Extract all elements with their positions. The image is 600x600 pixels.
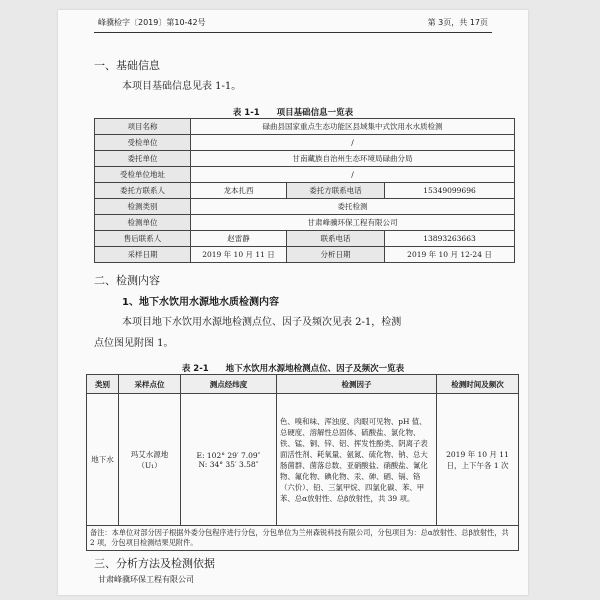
- row-label: 检测单位: [95, 215, 191, 231]
- row-value-secondary: 15349099696: [385, 183, 515, 199]
- row-label-secondary: 委托方联系电话: [287, 183, 385, 199]
- cell-coords: [181, 394, 277, 526]
- th-factors: 检测因子: [277, 375, 437, 394]
- row-value-secondary: 2019 年 10 月 12-24 日: [385, 247, 515, 263]
- row-value: 委托检测: [191, 199, 515, 215]
- page-number: 第 3页，共 17页: [427, 18, 488, 27]
- footer-company: 甘肃峰骥环保工程有限公司: [98, 575, 194, 584]
- table1-row: [95, 215, 515, 231]
- row-label: 委托单位: [95, 151, 191, 167]
- header-divider: [94, 32, 492, 33]
- row-value: 碌曲县国家重点生态功能区县域集中式饮用水水质检测: [191, 119, 515, 135]
- row-value: 甘南藏族自治州生态环境局碌曲分局: [191, 151, 515, 167]
- row-value: 赵雷静: [191, 231, 287, 247]
- document-page: [58, 10, 528, 595]
- row-value: /: [191, 167, 515, 183]
- monitoring-table: [86, 374, 519, 551]
- cell-site: 玛艾水源地（U₁）: [119, 394, 181, 526]
- table1-row: [95, 183, 515, 199]
- cell-category: 地下水: [87, 394, 119, 526]
- th-coords: 测点经纬度: [181, 375, 277, 394]
- cell-factors: 色、嗅和味、浑浊度、肉眼可见物、pH 值、总硬度、溶解性总固体、硫酸盐、氯化物、铁、锰、铜、锌、铝、挥发性酚类、阴离子表面活性剂、耗氧量、氨氮、硫化物、钠、总大肠菌群、菌落总数、亚硝酸盐、硝酸盐、氰化物、氟化物、碘化物、汞、砷、硒、镉、铬（六价）、铅、三氯甲烷、四氯化碳、苯、甲苯、总α放射性、总β放射性，共 39 项。: [277, 394, 437, 526]
- th-time: 检测时间及频次: [437, 375, 519, 394]
- coords-east: E: 102° 29′ 7.09″: [196, 450, 261, 460]
- row-label: 采样日期: [95, 247, 191, 263]
- row-label: 受检单位: [95, 135, 191, 151]
- report-number: 峰骥检字〔2019〕第10-42号: [98, 18, 206, 27]
- section1-heading: 一、基础信息: [94, 59, 160, 72]
- basic-info-table: [94, 118, 515, 263]
- row-label: 受检单位地址: [95, 167, 191, 183]
- row-label: 检测类别: [95, 199, 191, 215]
- row-label: 项目名称: [95, 119, 191, 135]
- row-value: 龙本扎西: [191, 183, 287, 199]
- coords-north: N: 34° 35′ 3.58″: [198, 459, 259, 469]
- table1-row: [95, 151, 515, 167]
- row-label-secondary: 分析日期: [287, 247, 385, 263]
- table1-row: [95, 167, 515, 183]
- table1-row: [95, 119, 515, 135]
- table1-row: [95, 247, 515, 263]
- table1-row: [95, 135, 515, 151]
- section2-intro-line2: 点位图见附图 1。: [94, 338, 174, 349]
- cell-time: 2019 年 10 月 11 日，上下午各 1 次: [437, 394, 519, 526]
- th-site: 采样点位: [119, 375, 181, 394]
- table2-note: 备注：本单位对部分因子根据外委分包程序进行分包，分包单位为兰州森锐科技有限公司，分包项目为：总α放射性、总β放射性，共 2 项，分包项目检测结果见附件。: [87, 526, 519, 551]
- section2-sub1: 1、地下水饮用水源地水质检测内容: [122, 297, 279, 308]
- table2-caption: 表 2-1 地下水饮用水源地检测点位、因子及频次一览表: [181, 364, 405, 374]
- section3-heading: 三、分析方法及检测依据: [94, 557, 215, 570]
- th-category: 类别: [87, 375, 119, 394]
- row-value: 甘肃峰骥环保工程有限公司: [191, 215, 515, 231]
- row-value: /: [191, 135, 515, 151]
- section1-intro: 本项目基础信息见表 1-1。: [122, 81, 242, 92]
- row-label: 委托方联系人: [95, 183, 191, 199]
- row-value-secondary: 13893263663: [385, 231, 515, 247]
- section2-heading: 二、检测内容: [94, 274, 160, 287]
- row-label-secondary: 联系电话: [287, 231, 385, 247]
- table1-row: [95, 231, 515, 247]
- row-value: 2019 年 10 月 11 日: [191, 247, 287, 263]
- section2-intro-line1: 本项目地下水饮用水源地检测点位、因子及频次见表 2-1，检测: [122, 317, 402, 328]
- table1-caption: 表 1-1 项目基础信息一览表: [232, 108, 354, 118]
- table1-row: [95, 199, 515, 215]
- row-label: 售后联系人: [95, 231, 191, 247]
